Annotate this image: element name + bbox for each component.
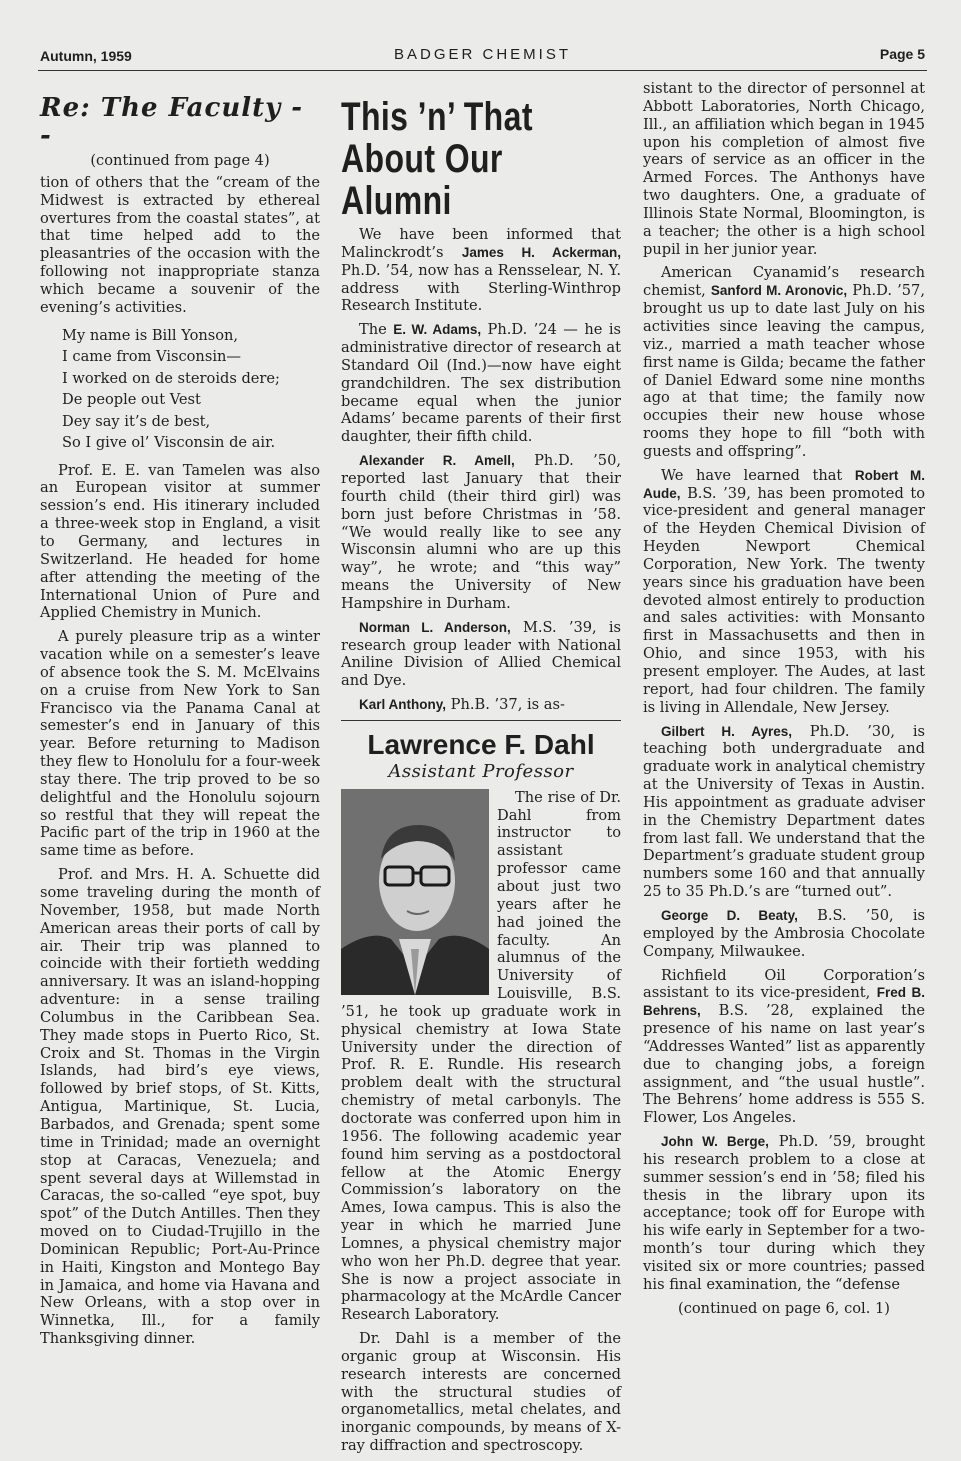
column-alumni-continued xyxy=(643,80,925,1318)
portrait-photo xyxy=(341,789,489,995)
alumnus-name: E. W. Adams, xyxy=(393,322,482,338)
note-text: Ph.B. ’37, is as- xyxy=(446,696,565,714)
note-text: The xyxy=(359,321,394,339)
note-text: Ph.D. ’54, now has a Rensselear, N. Y. address with Sterling-Winthrop Research Institute. xyxy=(341,261,621,315)
faculty-paragraph: Prof. and Mrs. H. A. Schuette did some traveling during the month of November, 1958, but made North American areas their ports of call by air. Their trip was planned to coincide with their fortieth wedding anniversary. It was an island-hopping adventure: in a sense trailing Columbus in the Caribbean Sea. They made stops in Puerto Rico, St. Croix and St. Thomas in the Virgin Islands, had bird’s eye views, followed by brief stops, of St. Kitts, Antigua, Martinique, St. Lucia, Barbados, and Grenada; spent some time in Trinidad; made an overnight stop at Caracas, Venezuela; and spent several days at Willemstad in Caracas, the so-called “eye spot, buy spot” of the Dutch Antilles. Then they moved on to Ciudad-Trujillo in the Dominican Republic; Port-Au-Prince in Haiti, Kingston and Montego Bay in Jamaica, and home via Havana and New Orleans, with a stop over in Winnetka, Ill., for a family Thanksgiving dinner. xyxy=(40,866,320,1348)
alumni-headline-line: About Our Alumni xyxy=(341,137,503,223)
faculty-paragraph: A purely pleasure trip as a winter vacation while on a semester’s leave of absence took the S. M. McElvains on a cruise from New York to San Francisco via the Panama Canal at semester’s end in January of this year. Before returning to Madison they flew to Honolulu for a four-week stay there. The trip proved to be so delightful and the Honolulu sojourn so restful that they will repeat the Pacific part of the trip in 1960 at the same time as before. xyxy=(40,628,320,860)
profile-paragraph: The rise of Dr. Dahl from instructor to assistant professor came about just two years after he had joined the faculty. An alumnus of the University of Louisville, B.S. ’51, he took up graduate work in physical chemistry at Iowa State University under the direction of Prof. R. E. Rundle. His research problem dealt with the structural chemistry of metal carbonyls. The doctorate was conferred upon him in 1956. The following academic year found him serving as a postdoctoral fellow at the Atomic Energy Commission’s laboratory on the Ames, Iowa campus. This is also the year in which he married June Lomnes, a physical chemistry major who won her Ph.D. degree that year. She is now a project associate in pharmacology at the McArdle Cancer Research Laboratory. xyxy=(341,788,621,1324)
note-text: Ph.D. ’24 — he is administrative director of research at Standard Oil (Ind.)—now have eight grandchildren. The sex distribution became equal when the junior Adams’ became parents of their first daughter, their fifth child. xyxy=(341,321,621,446)
note-text: Ph.D. ’30, is teaching both undergraduate and graduate work in analytical chemistry at the University of Texas in Austin. His appointment as graduate adviser in the Chemistry Department dates from last fall. We understand that the Department’s graduate student group numbers some 160 and that annually 25 to 35 Ph.D.’s are “turned out”. xyxy=(643,722,925,901)
issue-date: Autumn, 1959 xyxy=(40,48,132,64)
poem-line: I worked on de steroids dere; xyxy=(62,369,280,387)
alumni-note xyxy=(643,264,925,460)
faculty-section-title: Re: The Faculty - - xyxy=(40,93,304,151)
alumni-note xyxy=(341,452,621,613)
column-faculty xyxy=(40,92,320,1354)
note-text: M.S. ’39, is research group leader with National Aniline Division of Allied Chemical and Dye. xyxy=(341,618,621,690)
publication-title: BADGER CHEMIST xyxy=(393,46,571,63)
faculty-paragraph: Prof. E. E. van Tamelen was also an European visitor at summer session’s end. His itinerary included a three-week stop in England, a visit to Germany, and lectures in Switzerland. He headed for home after attending the meeting of the International Union of Pure and Applied Chemistry in Munich. xyxy=(40,461,320,622)
alumni-note xyxy=(643,967,925,1128)
alumni-note xyxy=(643,907,925,961)
alumnus-name: Robert M. Aude, xyxy=(643,467,926,501)
section-divider xyxy=(341,720,621,721)
note-text: American Cyanamid’s research chemist, xyxy=(643,264,925,300)
alumni-note xyxy=(341,321,621,446)
note-text: B.S. ’50, is employed by the Ambrosia Chocolate Company, Milwaukee. xyxy=(643,906,925,960)
alumni-note xyxy=(341,619,621,690)
alumnus-name: Fred B. Behrens, xyxy=(643,985,925,1019)
note-text: Ph.D. ’59, brought his research problem to a close at summer session’s end in ’58; filed his thesis in the library upon its acceptance; took off for Europe with his wife early in September for a two-month’s tour during which they visited six or more countries; passed his final examination, the “defense xyxy=(643,1133,925,1293)
alumni-note xyxy=(341,696,621,714)
alumni-note xyxy=(643,467,925,717)
poem-line: So I give ol’ Visconsin de air. xyxy=(62,434,276,452)
note-text: We have learned that xyxy=(661,466,855,484)
header-rule xyxy=(38,70,927,71)
alumni-note xyxy=(341,226,621,315)
alumnus-name: Sanford M. Aronovic, xyxy=(710,283,848,299)
alumni-headline-line: This ’n’ That xyxy=(341,95,533,139)
continued-from-note: (continued from page 4) xyxy=(90,152,270,169)
faculty-paragraph: tion of others that the “cream of the Midwest is extracted by ethereal overtures from the coastal states”, at that time helped add to the pleasantries of the occasion with the following not inappropriate stanza which became a souvenir of the evening’s activities. xyxy=(40,173,320,316)
continued-on-note: (continued on page 6, col. 1) xyxy=(678,1299,890,1317)
column-alumni xyxy=(341,92,621,1461)
alumnus-name: Norman L. Anderson, xyxy=(359,619,511,635)
page-header xyxy=(40,46,925,68)
profile-title: Assistant Professor xyxy=(388,760,574,782)
alumnus-name: Karl Anthony, xyxy=(359,697,446,713)
alumnus-name: Alexander R. Amell, xyxy=(359,453,515,469)
note-text: B.S. ’28, explained the presence of his name on last year’s “Addresses Wanted” list as apparently due to changing jobs, a foreign assignment, and “the usual hustle”. The Behrens’ home address is 555 S. Flower, Los Angeles. xyxy=(643,1002,925,1127)
note-text: We have been informed that Malinckrodt’s xyxy=(341,226,621,261)
note-text: Ph.D. ’57, brought us up to date last July on his activities since leaving the campus, viz., married a math teacher whose first name is Gilda; became the father of Daniel Edward some nine months ago at that time; the family now occupies their new house whose rooms they hope to fill “both with guests and offspring”. xyxy=(643,282,925,460)
note-text: B.S. ’39, has been promoted to vice-president and general manager of the Heyden Chemical Division of Heyden Newport Chemical Corporation, New York. The twenty years since his graduation have been devoted almost entirely to production and sales activities: with Monsanto first in Massachusetts and then in Ohio, and since 1953, with his present employer. The Audes, at last report, had four children. The family is living in Allendale, New Jersey. xyxy=(643,484,925,716)
alumnus-name: George D. Beaty, xyxy=(661,907,798,923)
alumni-note xyxy=(643,1133,925,1294)
note-text: Richfield Oil Corporation’s assistant to its vice-president, xyxy=(643,966,925,1002)
poem-line: My name is Bill Yonson, xyxy=(62,326,239,344)
alumnus-name: Gilbert H. Ayres, xyxy=(661,723,793,739)
profile-paragraph: Dr. Dahl is a member of the organic group at Wisconsin. His research interests are concerned with the structural studies of organometallics, metal chelates, and inorganic compounds, by means of X-ray diffraction and spectroscopy. xyxy=(341,1330,621,1455)
poem-line: I came from Visconsin— xyxy=(62,348,241,366)
alumni-note: sistant to the director of personnel at Abbott Laboratories, North Chicago, Ill., an affiliation which began in 1945 upon his completion of almost five years of service as an officer in the Armed Forces. The Anthonys have two daughters. One, a graduate of Illinois State Normal, Bloomington, is a teacher; the other is a high school pupil in her junior year. xyxy=(643,80,925,258)
poem-line: Dey say it’s de best, xyxy=(62,412,211,430)
poem-line: De people out Vest xyxy=(62,391,201,409)
note-text: Ph.D. ’50, reported last January that their fourth child (their third girl) was born just before Christmas in ’58. “We would really like to see any Wisconsin alumni who are up this way”, he wrote; and “this way” means the University of New Hampshire in Durham. xyxy=(341,452,621,612)
poem-stanza xyxy=(62,325,320,454)
alumni-headline xyxy=(341,96,621,222)
alumni-note xyxy=(643,723,925,901)
alumnus-name: James H. Ackerman, xyxy=(461,244,621,260)
page-number: Page 5 xyxy=(879,46,925,62)
profile-name: Lawrence F. Dahl xyxy=(367,728,595,760)
alumnus-name: John W. Berge, xyxy=(661,1134,769,1150)
